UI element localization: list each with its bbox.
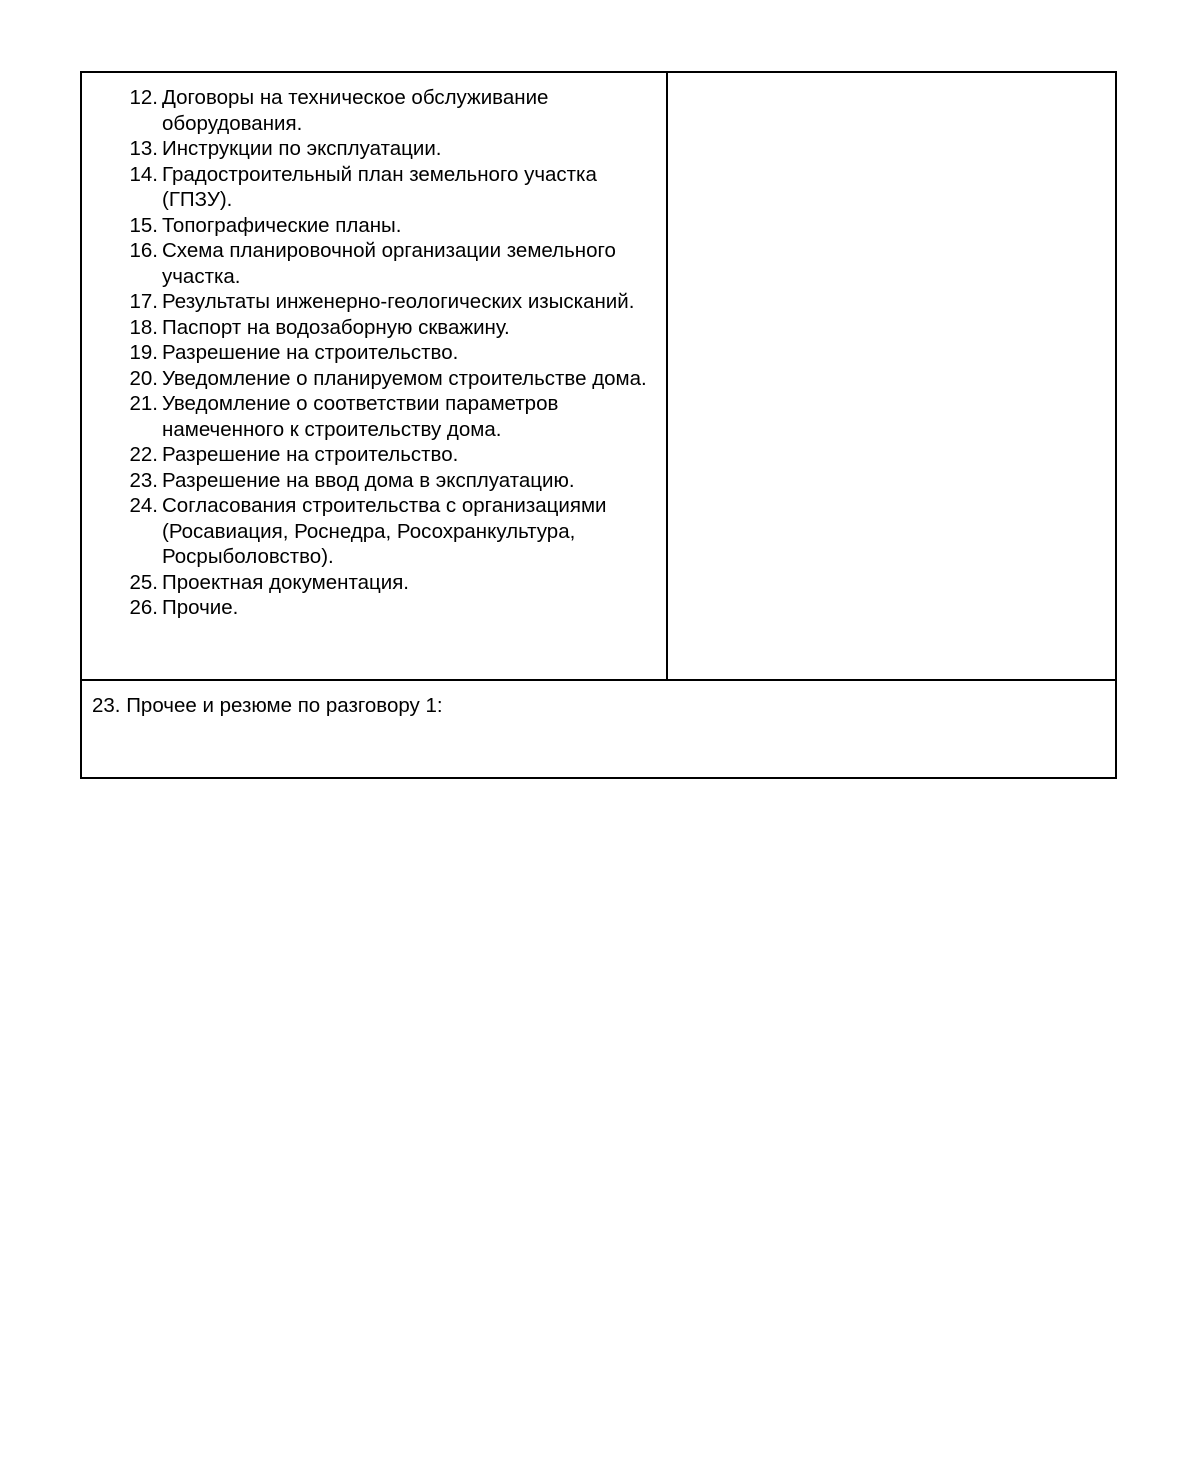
list-item (82, 213, 658, 239)
summary-cell (81, 680, 1116, 778)
list-item-text: Градостроительный план земельного участка (ГПЗУ). (162, 162, 597, 211)
list-item (82, 493, 658, 570)
list-item-text: Разрешение на строительство. (162, 341, 459, 364)
list-item (82, 162, 658, 213)
list-item (82, 468, 658, 494)
summary-label: 23. Прочее и резюме по разговору 1: (92, 694, 443, 717)
list-item-number: 14. (129, 162, 158, 186)
documents-row (81, 72, 1116, 680)
list-item-number: 22. (129, 443, 158, 466)
list-item-number: 17. (129, 290, 158, 313)
list-item (82, 366, 658, 392)
list-item (82, 238, 658, 289)
notes-cell (667, 72, 1116, 680)
list-item (82, 136, 658, 162)
list-item-number: 23. (129, 468, 158, 492)
list-item-text: Паспорт на водозаборную скважину. (162, 315, 510, 339)
list-item (82, 85, 658, 136)
list-item-number: 21. (129, 392, 158, 415)
list-item-number: 15. (129, 213, 158, 237)
list-item-number: 18. (129, 315, 158, 339)
list-item-number: 19. (129, 341, 158, 364)
list-item (82, 289, 658, 315)
list-item-number: 13. (129, 137, 158, 160)
list-item (82, 340, 658, 366)
list-item (82, 442, 658, 468)
list-item-text: Согласования строительства с организациями (Росавиация, Роснедра, Росохранкультура, Росрыболовство). (162, 494, 607, 568)
list-item-number: 24. (129, 494, 158, 517)
list-item-number: 25. (129, 570, 158, 594)
list-item (82, 570, 658, 596)
list-item-number: 16. (129, 239, 158, 262)
list-item-text: Прочие. (162, 596, 239, 619)
list-item-text: Договоры на техническое обслуживание оборудования. (162, 86, 549, 135)
list-item (82, 391, 658, 442)
list-item-text: Разрешение на ввод дома в эксплуатацию. (162, 468, 575, 492)
list-item (82, 315, 658, 341)
document-table (80, 71, 1117, 779)
list-item-number: 20. (129, 366, 158, 390)
documents-list (82, 73, 666, 621)
list-item-text: Разрешение на строительство. (162, 443, 459, 466)
list-item-text: Уведомление о планируемом строительстве дома. (162, 366, 647, 390)
list-item-text: Проектная документация. (162, 570, 409, 594)
list-item-number: 12. (129, 86, 158, 109)
list-item-text: Инструкции по эксплуатации. (162, 137, 442, 160)
list-item-text: Результаты инженерно-геологических изысканий. (162, 290, 635, 313)
list-item-number: 26. (129, 596, 158, 619)
list-item-text: Схема планировочной организации земельного участка. (162, 239, 616, 288)
list-item-text: Уведомление о соответствии параметров намеченного к строительству дома. (162, 392, 559, 441)
list-item-text: Топографические планы. (162, 213, 402, 237)
documents-list-cell (81, 72, 667, 680)
list-item (82, 595, 658, 621)
summary-row (81, 680, 1116, 778)
